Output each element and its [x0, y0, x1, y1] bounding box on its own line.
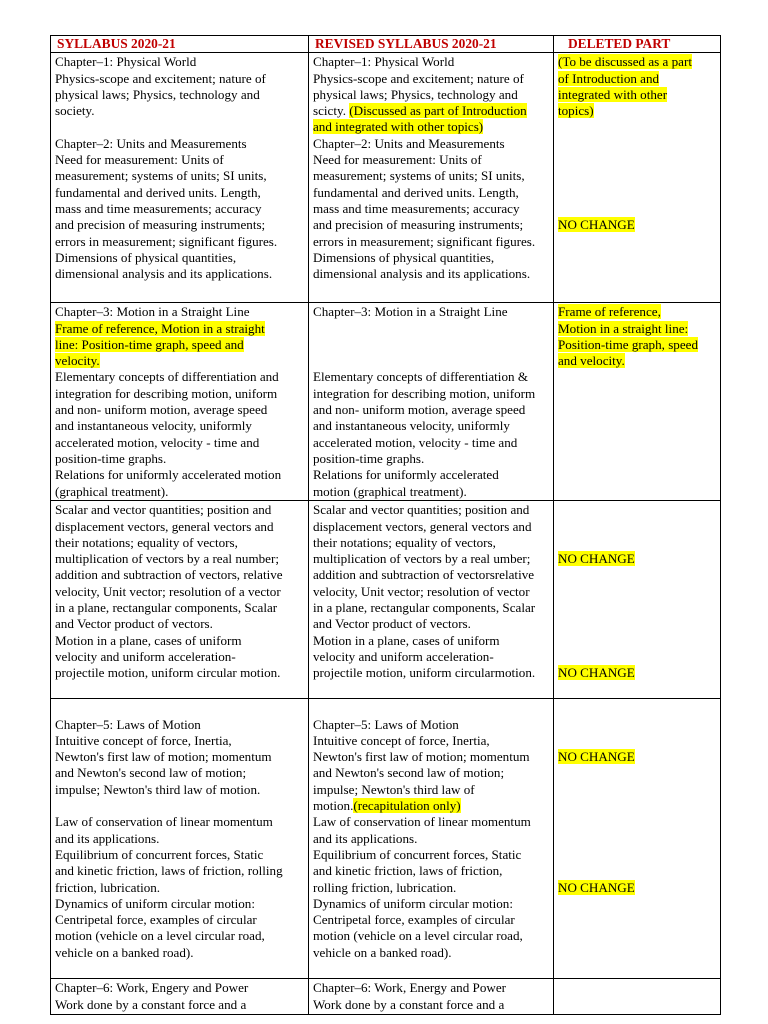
text-line: fundamental and derived units. Length,: [55, 184, 261, 200]
text-line: [313, 119, 550, 135]
table-row: [51, 699, 721, 979]
highlighted-text: and velocity.: [558, 353, 625, 369]
text-line: [55, 321, 305, 337]
text-line: and its applications.: [313, 830, 418, 846]
text-line: and kinetic friction, laws of friction, rolling: [55, 863, 283, 879]
text-line: and instantaneous velocity, uniformly: [313, 418, 510, 434]
highlighted-text: line: Position-time graph, speed and: [55, 336, 244, 352]
text-line: their notations; equality of vectors,: [55, 534, 238, 550]
text-line: physical laws; Physics, technology and: [55, 86, 260, 102]
syllabus-table: [50, 35, 721, 1015]
text-line: [558, 665, 717, 681]
text-line: Elementary concepts of differentiation and: [55, 369, 279, 385]
text-line: motion (vehicle on a level circular road,: [313, 928, 523, 944]
text-line: Motion in a plane, cases of uniform: [313, 632, 500, 648]
text-line: Relations for uniformly accelerated: [313, 467, 499, 483]
text-line: and Newton's second law of motion;: [313, 765, 505, 781]
text-line: their notations; equality of vectors,: [313, 534, 496, 550]
header-syllabus: SYLLABUS 2020-21: [51, 36, 309, 53]
text-line: Dimensions of physical quantities,: [55, 249, 237, 265]
text-line: multiplication of vectors by a real number;: [55, 551, 279, 567]
text-line: position-time graphs.: [313, 450, 425, 466]
plain-text: scicty.: [313, 103, 350, 119]
text-line: [55, 337, 305, 353]
deleted-part-cell: [554, 501, 721, 699]
text-line: [558, 217, 717, 233]
revised-syllabus-cell: [309, 699, 554, 979]
highlighted-text: and integrated with other topics): [313, 119, 484, 135]
text-line: accelerated motion, velocity - time and: [55, 434, 260, 450]
text-line: velocity and uniform acceleration-: [55, 648, 236, 664]
text-line: addition and subtraction of vectors, relative: [55, 567, 283, 583]
deleted-part-cell: [554, 303, 721, 501]
text-line: errors in measurement; significant figures.: [313, 233, 536, 249]
text-line: [558, 71, 717, 87]
text-line: Motion in a plane, cases of uniform: [55, 632, 242, 648]
text-line: [558, 337, 717, 353]
text-line: [558, 54, 717, 70]
highlighted-text: Frame of reference, Motion in a straight: [55, 320, 265, 336]
plain-text: motion.: [313, 798, 354, 814]
highlighted-text: NO CHANGE: [558, 217, 635, 233]
text-line: mass and time measurements; accuracy: [313, 200, 520, 216]
text-line: Chapter–3: Motion in a Straight Line: [55, 304, 250, 320]
highlighted-text: integrated with other: [558, 86, 668, 102]
revised-syllabus-cell: [309, 501, 554, 699]
highlighted-text: (Discussed as part of Introduction: [349, 103, 527, 119]
text-line: Chapter–6: Work, Energy and Power: [313, 980, 507, 996]
text-line: Need for measurement: Units of: [55, 152, 224, 168]
text-line: integration for describing motion, uniform: [55, 385, 278, 401]
text-line: impulse; Newton's third law of: [313, 781, 475, 797]
text-line: and non- uniform motion, average speed: [55, 402, 268, 418]
text-line: and its applications.: [55, 830, 160, 846]
highlighted-text: Frame of reference,: [558, 304, 661, 320]
text-line: Relations for uniformly accelerated motion: [55, 467, 282, 483]
text-line: Chapter–2: Units and Measurements: [313, 135, 505, 151]
text-line: (graphical treatment).: [55, 483, 169, 499]
deleted-part-cell: [554, 699, 721, 979]
text-line: physical laws; Physics, technology and: [313, 86, 518, 102]
syllabus-cell: [51, 501, 309, 699]
text-line: impulse; Newton's third law of motion.: [55, 781, 261, 797]
highlighted-text: NO CHANGE: [558, 749, 635, 765]
text-line: Chapter–6: Work, Engery and Power: [55, 980, 249, 996]
revised-syllabus-cell: [309, 53, 554, 303]
text-line: Need for measurement: Units of: [313, 152, 482, 168]
text-line: Law of conservation of linear momentum: [55, 814, 273, 830]
text-line: and precision of measuring instruments;: [55, 217, 266, 233]
text-line: Scalar and vector quantities; position and: [313, 502, 530, 518]
text-line: Scalar and vector quantities; position and: [55, 502, 272, 518]
highlighted-text: (To be discussed as a part: [558, 54, 692, 70]
text-line: velocity and uniform acceleration-: [313, 648, 494, 664]
text-line: displacement vectors, general vectors and: [313, 518, 532, 534]
text-line: multiplication of vectors by a real umber;: [313, 551, 531, 567]
text-line: Chapter–1: Physical World: [313, 54, 455, 70]
text-line: [313, 103, 550, 119]
syllabus-cell: [51, 303, 309, 501]
text-line: [55, 353, 305, 369]
text-line: and non- uniform motion, average speed: [313, 402, 526, 418]
text-line: Intuitive concept of force, Inertia,: [313, 732, 490, 748]
text-line: errors in measurement; significant figures.: [55, 233, 278, 249]
text-line: and instantaneous velocity, uniformly: [55, 418, 252, 434]
text-line: [558, 880, 717, 896]
text-line: [558, 103, 717, 119]
text-line: Centripetal force, examples of circular: [313, 912, 515, 928]
text-line: Physics-scope and excitement; nature of: [313, 70, 524, 86]
text-line: motion (graphical treatment).: [313, 483, 467, 499]
text-line: [558, 304, 717, 320]
text-line: velocity, Unit vector; resolution of vector: [313, 583, 530, 599]
revised-syllabus-cell: [309, 979, 554, 1015]
text-line: Centripetal force, examples of circular: [55, 912, 257, 928]
table-row: [51, 979, 721, 1015]
text-line: Chapter–3: Motion in a Straight Line: [313, 304, 508, 320]
revised-syllabus-cell: [309, 303, 554, 501]
text-line: accelerated motion, velocity - time and: [313, 434, 518, 450]
text-line: Chapter–5: Laws of Motion: [55, 716, 201, 732]
text-line: Dimensions of physical quantities,: [313, 249, 495, 265]
text-line: Equilibrium of concurrent forces, Static: [313, 846, 522, 862]
highlighted-text: NO CHANGE: [558, 551, 635, 567]
text-line: Work done by a constant force and a: [313, 996, 505, 1012]
text-line: fundamental and derived units. Length,: [313, 184, 519, 200]
text-line: and Newton's second law of motion;: [55, 765, 247, 781]
text-line: dimensional analysis and its applications.: [55, 266, 273, 282]
text-line: measurement; systems of units; SI units,: [313, 168, 525, 184]
deleted-part-cell: [554, 979, 721, 1015]
table-row: [51, 501, 721, 699]
text-line: Dynamics of uniform circular motion:: [55, 895, 255, 911]
text-line: integration for describing motion, uniform: [313, 385, 536, 401]
text-line: in a plane, rectangular components, Scalar: [55, 600, 278, 616]
text-line: projectile motion, uniform circular motion.: [55, 665, 281, 681]
text-line: velocity, Unit vector; resolution of a vector: [55, 583, 281, 599]
highlighted-text: Position-time graph, speed: [558, 336, 699, 352]
text-line: displacement vectors, general vectors and: [55, 518, 274, 534]
highlighted-text: (recapitulation only): [353, 798, 461, 814]
header-deleted-part: DELETED PART: [554, 36, 721, 53]
text-line: Intuitive concept of force, Inertia,: [55, 732, 232, 748]
text-line: [558, 749, 717, 765]
highlighted-text: of Introduction and: [558, 70, 660, 86]
text-line: Newton's first law of motion; momentum: [313, 749, 530, 765]
text-line: and Vector product of vectors.: [55, 616, 213, 632]
highlighted-text: Motion in a straight line:: [558, 320, 689, 336]
text-line: in a plane, rectangular components, Scalar: [313, 600, 536, 616]
text-line: and Vector product of vectors.: [313, 616, 471, 632]
text-line: mass and time measurements; accuracy: [55, 200, 262, 216]
text-line: addition and subtraction of vectorsrelative: [313, 567, 535, 583]
text-line: Chapter–5: Laws of Motion: [313, 716, 459, 732]
header-revised-syllabus: REVISED SYLLABUS 2020-21: [309, 36, 554, 53]
text-line: projectile motion, uniform circularmotion.: [313, 665, 536, 681]
text-line: [313, 798, 550, 814]
text-line: Chapter–1: Physical World: [55, 54, 197, 70]
text-line: vehicle on a banked road).: [55, 944, 194, 960]
text-line: Newton's first law of motion; momentum: [55, 749, 272, 765]
syllabus-cell: [51, 53, 309, 303]
table-row: [51, 53, 721, 303]
syllabus-cell: [51, 699, 309, 979]
text-line: [558, 87, 717, 103]
text-line: Elementary concepts of differentiation &: [313, 369, 528, 385]
highlighted-text: velocity.: [55, 353, 100, 369]
highlighted-text: topics): [558, 103, 594, 119]
text-line: Physics-scope and excitement; nature of: [55, 70, 266, 86]
text-line: society.: [55, 103, 95, 119]
text-line: Work done by a constant force and a: [55, 996, 247, 1012]
deleted-part-cell: [554, 53, 721, 303]
text-line: [558, 353, 717, 369]
text-line: Law of conservation of linear momentum: [313, 814, 531, 830]
text-line: Chapter–2: Units and Measurements: [55, 135, 247, 151]
text-line: [558, 321, 717, 337]
text-line: and precision of measuring instruments;: [313, 217, 524, 233]
text-line: position-time graphs.: [55, 450, 167, 466]
text-line: rolling friction, lubrication.: [313, 879, 457, 895]
text-line: dimensional analysis and its applications.: [313, 266, 531, 282]
text-line: and kinetic friction, laws of friction,: [313, 863, 503, 879]
header-row: [51, 36, 721, 53]
text-line: motion (vehicle on a level circular road,: [55, 928, 265, 944]
syllabus-cell: [51, 979, 309, 1015]
text-line: friction, lubrication.: [55, 879, 161, 895]
text-line: measurement; systems of units; SI units,: [55, 168, 267, 184]
highlighted-text: NO CHANGE: [558, 879, 635, 895]
text-line: vehicle on a banked road).: [313, 944, 452, 960]
text-line: Dynamics of uniform circular motion:: [313, 895, 513, 911]
text-line: [558, 551, 717, 567]
text-line: Equilibrium of concurrent forces, Static: [55, 846, 264, 862]
table-row: [51, 303, 721, 501]
highlighted-text: NO CHANGE: [558, 665, 635, 681]
